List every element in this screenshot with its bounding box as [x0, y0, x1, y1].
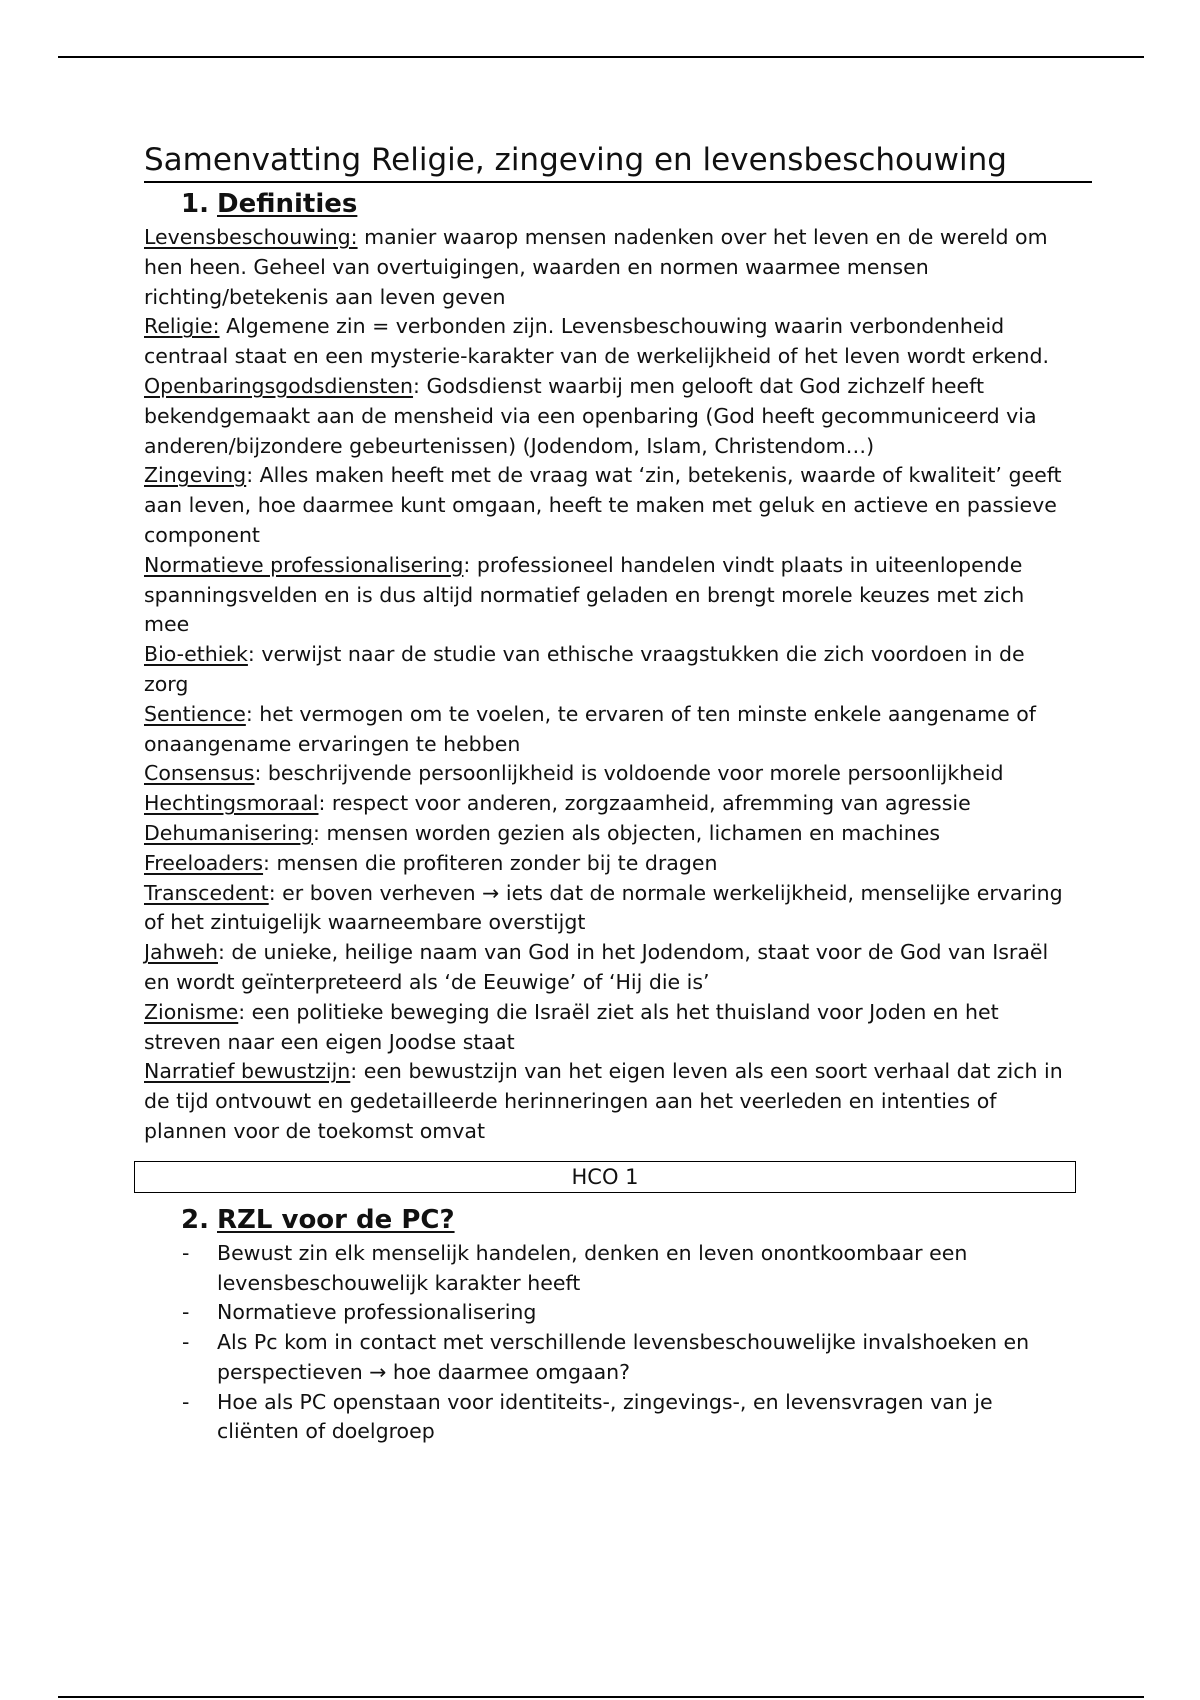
definitions-list — [144, 223, 1074, 1147]
definition-text: : mensen worden gezien als objecten, lichamen en machines — [313, 820, 941, 845]
definition-term: Transcedent — [144, 880, 269, 905]
definition-text: : de unieke, heilige naam van God in het Jodendom, staat voor de God van Israël en wordt geïnterpreteerd als ‘de Eeuwige’ of ‘Hij die is’ — [144, 940, 1049, 994]
definition-text: : een bewustzijn van het eigen leven als een soort verhaal dat zich in de tijd ontvouwt en gedetailleerde herinneringen aan het veerleden en intenties of plannen voor de toekomst omvat — [144, 1059, 1063, 1143]
definition-term: Zionisme — [144, 999, 239, 1024]
footer-rule — [58, 1696, 1144, 1698]
definition-term: Hechtingsmoraal — [144, 791, 319, 816]
definition-text: Algemene zin = verbonden zijn. Levensbeschouwing waarin verbondenheid centraal staat en een mysterie-karakter van de werkelijkheid of het leven wordt erkend. — [144, 314, 1049, 369]
section-heading-text: RZL voor de PC? — [217, 1204, 455, 1235]
hco-label-box: HCO 1 — [134, 1161, 1076, 1193]
definition-item — [144, 819, 1074, 849]
list-item — [144, 1388, 1074, 1448]
definition-term: Freeloaders — [144, 850, 264, 875]
definition-item — [144, 938, 1074, 998]
list-item-text: Normatieve professionalisering — [217, 1300, 537, 1325]
definition-text: : professioneel handelen vindt plaats in uiteenlopende spanningsvelden en is dus altijd normatief geladen en brengt morele keuzes met zich mee — [144, 552, 1025, 637]
definition-text: : Godsdienst waarbij men gelooft dat God zichzelf heeft bekendgemaakt aan de mensheid via een openbaring (God heeft gecommuniceerd via anderen/bijzondere gebeurtenissen) (Jodendom, Islam, Christendom…) — [144, 373, 1037, 458]
definition-text: : er boven verheven → iets dat de normale werkelijkheid, menselijke ervaring of het zintuigelijk waarneembare overstijgt — [144, 880, 1063, 935]
definition-term: Bio-ethiek — [144, 642, 248, 667]
section-heading-rzl — [181, 1203, 1074, 1237]
section-heading-definities — [181, 187, 1074, 221]
definition-term: Jahweh — [144, 940, 218, 965]
definition-term: Normatieve professionalisering — [144, 552, 464, 577]
definition-term: Narratief bewustzijn — [144, 1059, 351, 1084]
definition-text: : beschrijvende persoonlijkheid is voldoende voor morele persoonlijkheid — [254, 761, 1004, 786]
definition-term: Consensus — [144, 761, 255, 786]
definition-item — [144, 640, 1074, 700]
definition-text: : mensen die profiteren zonder bij te dragen — [263, 850, 718, 875]
header-rule — [58, 56, 1144, 58]
definition-term: Sentience — [144, 701, 246, 726]
definition-item — [144, 700, 1074, 760]
definition-item — [144, 1057, 1074, 1146]
section-heading-text: Definities — [217, 189, 358, 219]
bullet-list — [144, 1239, 1074, 1448]
definition-term: Levensbeschouwing: — [144, 225, 358, 249]
list-item-text: Als Pc kom in contact met verschillende levensbeschouwelijke invalshoeken en perspectieven → hoe daarmee omgaan? — [217, 1330, 1030, 1384]
definition-item — [144, 998, 1074, 1058]
document-body — [144, 140, 1074, 1447]
definition-text: : het vermogen om te voelen, te ervaren of ten minste enkele aangename of onaangename ervaringen te hebben — [144, 701, 1036, 756]
list-item — [144, 1328, 1074, 1388]
section-number: 1. — [181, 189, 209, 219]
list-item — [144, 1298, 1074, 1328]
definition-item — [144, 789, 1074, 819]
definition-item — [144, 759, 1074, 789]
bullet-marker: - — [182, 1330, 190, 1355]
definition-text: : verwijst naar de studie van ethische vraagstukken die zich voordoen in de zorg — [144, 642, 1025, 696]
definition-term: Openbaringsgodsdiensten — [144, 373, 414, 398]
definition-text: : een politieke beweging die Israël ziet als het thuisland voor Joden en het streven naar een eigen Joodse staat — [144, 999, 999, 1054]
definition-item — [144, 879, 1074, 939]
list-item — [144, 1239, 1074, 1299]
definition-item — [144, 551, 1074, 640]
bullet-marker: - — [182, 1240, 190, 1265]
definition-item — [144, 312, 1074, 372]
definition-text: manier waarop mensen nadenken over het leven en de wereld om hen heen. Geheel van overtuigingen, waarden en normen waarmee mensen richting/betekenis aan leven geven — [144, 225, 1048, 309]
definition-item — [144, 372, 1074, 461]
bullet-marker: - — [182, 1300, 190, 1325]
section-number: 2. — [181, 1204, 209, 1235]
list-item-text: Bewust zin elk menselijk handelen, denken en leven onontkoombaar een levensbeschouwelijk karakter heeft — [217, 1240, 968, 1295]
definition-text: : respect voor anderen, zorgzaamheid, afremming van agressie — [318, 791, 971, 816]
definition-term: Religie: — [144, 314, 220, 339]
definition-term: Zingeving — [144, 463, 247, 488]
definition-item — [144, 849, 1074, 879]
bullet-marker: - — [182, 1389, 190, 1414]
definition-item — [144, 223, 1074, 312]
definition-text: : Alles maken heeft met de vraag wat ‘zin, betekenis, waarde of kwaliteit’ geeft aan leven, hoe daarmee kunt omgaan, heeft te maken met geluk en actieve en passieve component — [144, 463, 1062, 547]
definition-item — [144, 461, 1074, 550]
definition-term: Dehumanisering — [144, 820, 314, 845]
list-item-text: Hoe als PC openstaan voor identiteits-, zingevings-, en levensvragen van je cliënten of doelgroep — [217, 1389, 993, 1444]
document-title: Samenvatting Religie, zingeving en levensbeschouwing — [144, 140, 1092, 183]
